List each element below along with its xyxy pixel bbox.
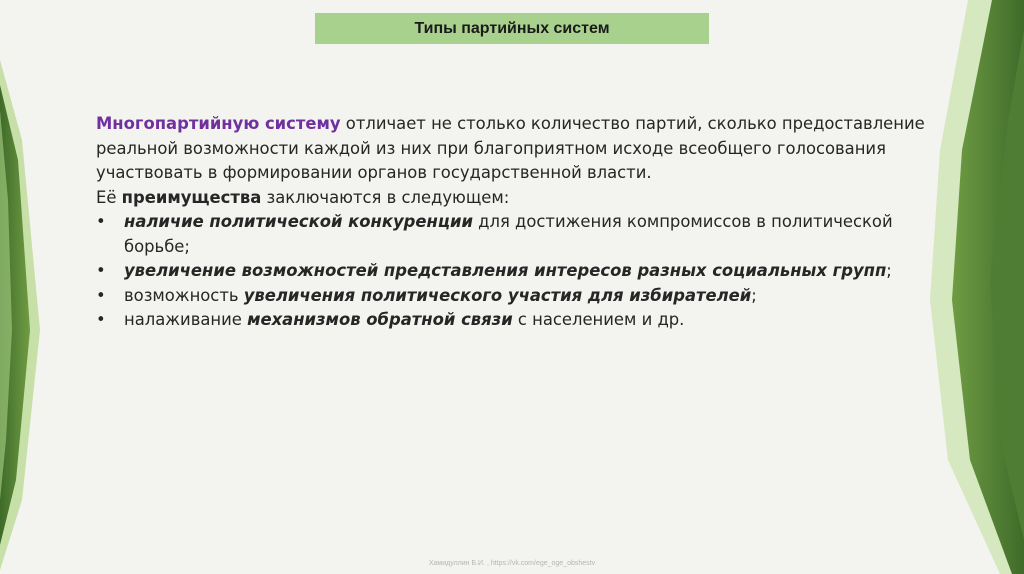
lead-term: Многопартийную систему <box>96 114 341 133</box>
bullet-emphasis: увеличения политического участия для избирателей <box>243 285 752 305</box>
footer-credit: Хамидуллин Б.И. , https://vk.com/ege_oge_obshestv <box>428 560 596 567</box>
list-item <box>96 259 926 284</box>
advantages-suffix: заключаются в следующем: <box>261 187 510 207</box>
bullet-emphasis: увеличение возможностей представления интересов разных социальных групп <box>124 261 887 280</box>
bullet-pre: возможность <box>124 285 244 305</box>
bullet-post: с населением и др. <box>512 310 685 329</box>
bullet-post: для достижения компромиссов в политической борьбе; <box>124 212 893 256</box>
bullet-pre: налаживание <box>124 310 248 329</box>
advantages-list <box>96 210 926 333</box>
list-item <box>96 210 926 259</box>
bullet-emphasis: наличие политической конкуренции <box>124 212 473 231</box>
intro-paragraph <box>96 112 926 186</box>
advantages-term: преимущества <box>121 187 262 207</box>
list-item <box>96 308 926 333</box>
bullet-post: ; <box>886 261 892 280</box>
advantages-line <box>96 186 926 211</box>
bullet-emphasis: механизмов обратной связи <box>247 310 513 329</box>
slide-title: Типы партийных систем <box>315 13 709 44</box>
lead-rest: отличает не столько количество партий, сколько предоставление реальной возможности каждой из них при благоприятном исходе всеобщего голосования участвовать в формировании органов государственной власти. <box>96 114 925 182</box>
list-item <box>96 284 926 309</box>
slide-body <box>96 112 926 333</box>
bullet-post: ; <box>751 285 757 305</box>
advantages-prefix: Её <box>96 187 122 207</box>
